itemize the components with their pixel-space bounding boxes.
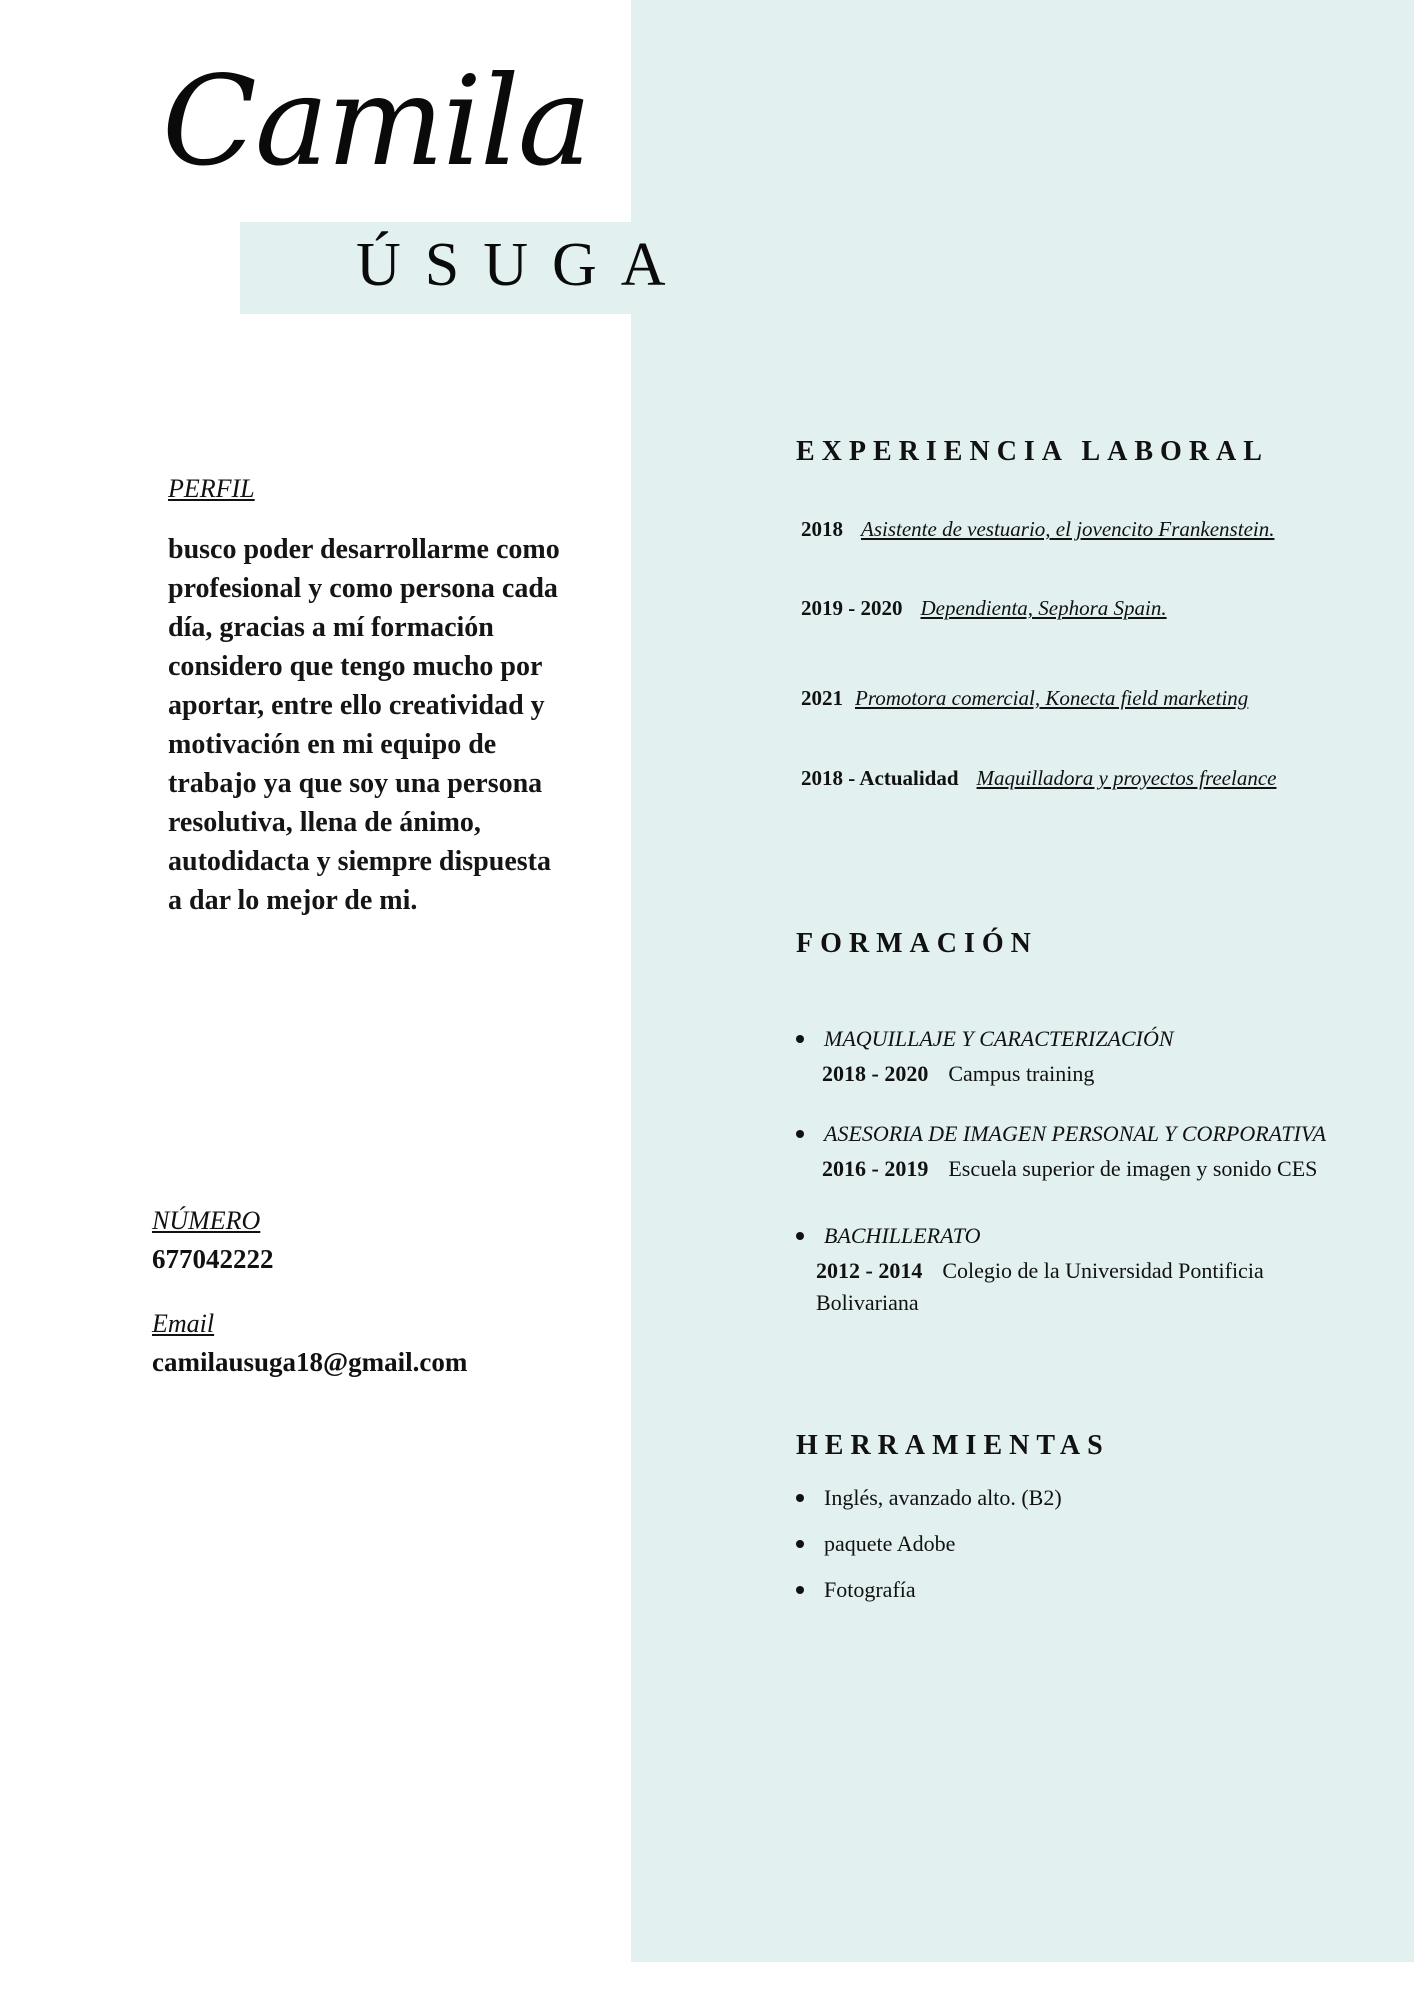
- bullet-icon: [796, 1540, 804, 1548]
- tool-item: [796, 1485, 1062, 1511]
- tool-item: [796, 1577, 916, 1603]
- education-title: MAQUILLAJE Y CARACTERIZACIÓN: [824, 1026, 1174, 1051]
- experience-heading: EXPERIENCIA LABORAL: [796, 436, 1269, 467]
- education-title: ASESORIA DE IMAGEN PERSONAL Y CORPORATIVA: [824, 1121, 1327, 1146]
- tool-item: [796, 1531, 955, 1557]
- education-school: Colegio de la Universidad Pontificia Bolivariana: [816, 1258, 1264, 1315]
- experience-item: [801, 766, 1276, 791]
- experience-year: 2021: [801, 686, 843, 710]
- phone-label: NÚMERO: [152, 1206, 261, 1235]
- education-item: [796, 1121, 1386, 1185]
- experience-year: 2018 - Actualidad: [801, 766, 959, 790]
- right-panel-background: [631, 0, 1414, 1962]
- experience-item: [801, 596, 1167, 621]
- education-years: 2018 - 2020: [822, 1061, 929, 1086]
- experience-year: 2018: [801, 517, 843, 541]
- first-name: Camila: [162, 50, 590, 194]
- experience-role: Maquilladora y proyectos freelance: [976, 766, 1277, 790]
- experience-role: Promotora comercial, Konecta field marketing: [855, 686, 1249, 710]
- surname: ÚSUGA: [356, 231, 690, 299]
- bullet-icon: [796, 1130, 804, 1138]
- tool-label: Inglés, avanzado alto. (B2): [824, 1485, 1062, 1510]
- bullet-icon: [796, 1494, 804, 1502]
- education-item: [796, 1026, 1386, 1090]
- bullet-icon: [796, 1586, 804, 1594]
- bullet-icon: [796, 1035, 804, 1043]
- experience-role: Asistente de vestuario, el jovencito Frankenstein.: [861, 517, 1275, 541]
- education-school: Campus training: [948, 1061, 1095, 1086]
- education-years: 2016 - 2019: [822, 1156, 929, 1181]
- bullet-icon: [796, 1232, 804, 1240]
- email-label: Email: [152, 1309, 215, 1338]
- education-years: 2012 - 2014: [816, 1258, 923, 1283]
- education-heading: FORMACIÓN: [796, 928, 1038, 959]
- tool-label: Fotografía: [824, 1577, 916, 1602]
- tools-heading: HERRAMIENTAS: [796, 1430, 1110, 1461]
- profile-text: busco poder desarrollarme como profesional y como persona cada día, gracias a mí formación considero que tengo mucho por aportar, entre ello creatividad y motivación en mi equipo de trabajo ya que soy una persona resolutiva, llena de ánimo, autodidacta y siempre dispuesta a dar lo mejor de mi.: [168, 534, 560, 916]
- education-item: [796, 1223, 1336, 1319]
- education-title: BACHILLERATO: [824, 1223, 981, 1248]
- tool-label: paquete Adobe: [824, 1531, 956, 1556]
- profile-label: PERFIL: [168, 474, 255, 503]
- email-address: camilausuga18@gmail.com: [152, 1347, 468, 1377]
- experience-item: [801, 517, 1274, 542]
- experience-role: Dependienta, Sephora Spain.: [920, 596, 1167, 620]
- experience-year: 2019 - 2020: [801, 596, 903, 620]
- education-school: Escuela superior de imagen y sonido CES: [948, 1156, 1318, 1181]
- experience-item: [801, 686, 1248, 711]
- phone-number: 677042222: [152, 1244, 274, 1274]
